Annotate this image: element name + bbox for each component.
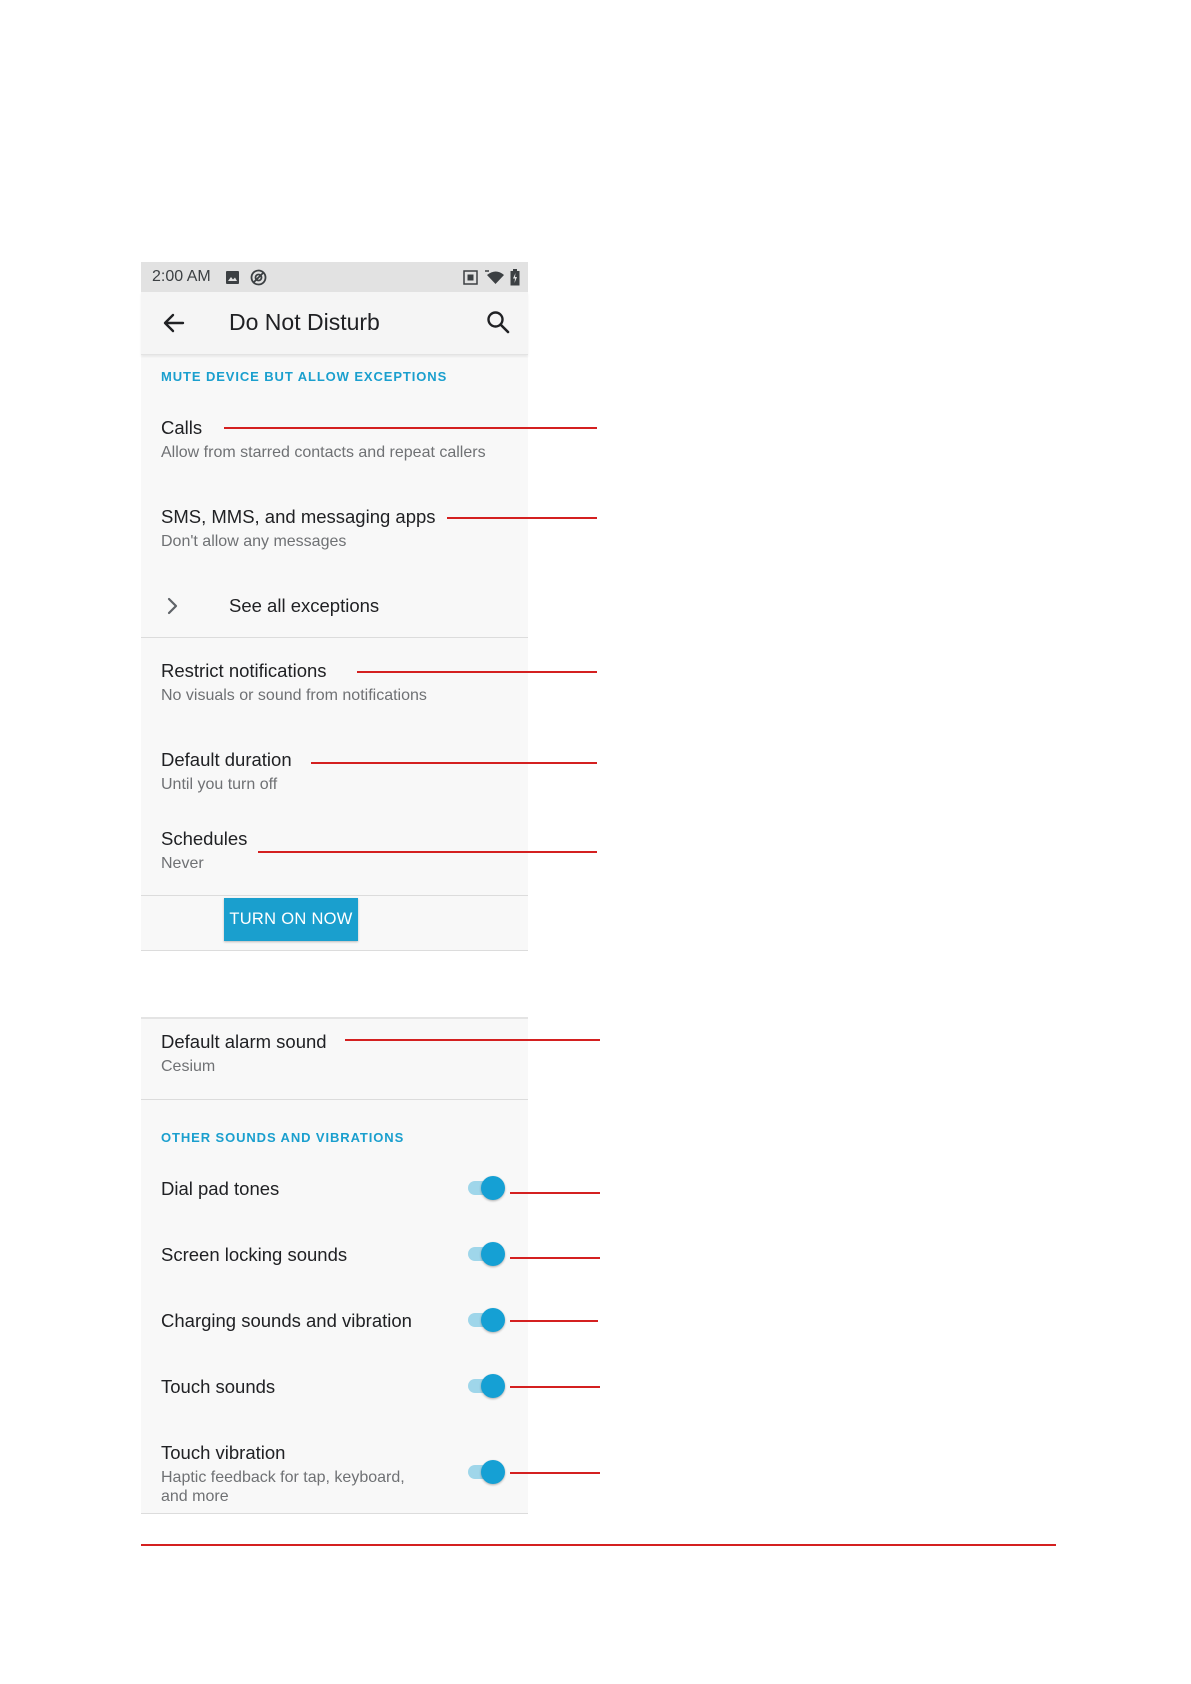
screen-locking-sounds-toggle[interactable] xyxy=(466,1240,508,1268)
restrict-notifications-subtitle: No visuals or sound from notifications xyxy=(161,687,427,704)
sound-settings-screen xyxy=(141,1017,528,1514)
annotation-line xyxy=(510,1386,600,1388)
arrow-back-icon[interactable] xyxy=(161,310,187,336)
annotation-line xyxy=(311,762,597,764)
annotation-line xyxy=(345,1039,600,1041)
annotation-line xyxy=(141,1544,1056,1546)
touch-sounds-title: Touch sounds xyxy=(161,1376,276,1397)
image-icon xyxy=(225,270,240,285)
schedules-subtitle: Never xyxy=(161,855,204,872)
calls-title: Calls xyxy=(161,417,203,438)
divider xyxy=(141,1099,528,1100)
touch-vibration-title: Touch vibration xyxy=(161,1442,286,1463)
annotation-line xyxy=(510,1472,600,1474)
chevron-right-icon xyxy=(165,596,179,616)
touch-vibration-subtitle: Haptic feedback for tap, keyboard, xyxy=(161,1469,405,1486)
default-alarm-sound-subtitle: Cesium xyxy=(161,1058,216,1075)
battery-icon xyxy=(510,269,520,286)
schedules-title: Schedules xyxy=(161,828,248,849)
annotation-line xyxy=(447,517,597,519)
annotation-line xyxy=(510,1257,600,1259)
screenshot-icon xyxy=(463,270,478,285)
toggle-knob xyxy=(481,1460,505,1484)
do-not-disturb-screen xyxy=(141,262,528,951)
sync-icon xyxy=(250,269,267,286)
divider xyxy=(141,895,528,896)
default-duration-title: Default duration xyxy=(161,749,292,770)
turn-on-now-button[interactable]: TURN ON NOW xyxy=(224,898,358,941)
default-duration-subtitle: Until you turn off xyxy=(161,776,278,793)
toggle-knob xyxy=(481,1308,505,1332)
page-title: Do Not Disturb xyxy=(229,309,380,335)
touch-sounds-toggle[interactable] xyxy=(466,1372,508,1400)
divider xyxy=(141,1513,528,1514)
dial-pad-tones-title: Dial pad tones xyxy=(161,1178,280,1199)
touch-vibration-toggle[interactable] xyxy=(466,1458,508,1486)
annotation-line xyxy=(510,1192,600,1194)
toggle-knob xyxy=(481,1176,505,1200)
dial-pad-tones-toggle[interactable] xyxy=(466,1174,508,1202)
section-header-other-sounds: OTHER SOUNDS AND VIBRATIONS xyxy=(161,1130,405,1145)
calls-subtitle: Allow from starred contacts and repeat callers xyxy=(161,444,486,461)
messaging-title: SMS, MMS, and messaging apps xyxy=(161,506,436,527)
annotation-line xyxy=(258,851,597,853)
default-alarm-sound-title: Default alarm sound xyxy=(161,1031,327,1052)
annotation-line xyxy=(224,427,597,429)
see-all-exceptions-label: See all exceptions xyxy=(229,595,380,616)
annotation-line xyxy=(510,1320,598,1322)
wifi-icon xyxy=(483,269,505,285)
screen-locking-sounds-title: Screen locking sounds xyxy=(161,1244,348,1265)
divider xyxy=(141,950,528,951)
annotation-line xyxy=(357,671,597,673)
status-time: 2:00 AM xyxy=(152,268,211,285)
status-bar xyxy=(141,262,528,292)
messaging-subtitle: Don't allow any messages xyxy=(161,533,347,550)
toggle-knob xyxy=(481,1242,505,1266)
restrict-notifications-title: Restrict notifications xyxy=(161,660,327,681)
divider xyxy=(141,1017,528,1019)
search-icon[interactable] xyxy=(485,309,511,335)
touch-vibration-subtitle-line2: and more xyxy=(161,1488,229,1505)
app-bar xyxy=(141,292,528,355)
divider xyxy=(141,637,528,638)
charging-sounds-title: Charging sounds and vibration xyxy=(161,1310,412,1331)
charging-sounds-toggle[interactable] xyxy=(466,1306,508,1334)
section-header-exceptions: MUTE DEVICE BUT ALLOW EXCEPTIONS xyxy=(161,369,448,384)
toggle-knob xyxy=(481,1374,505,1398)
